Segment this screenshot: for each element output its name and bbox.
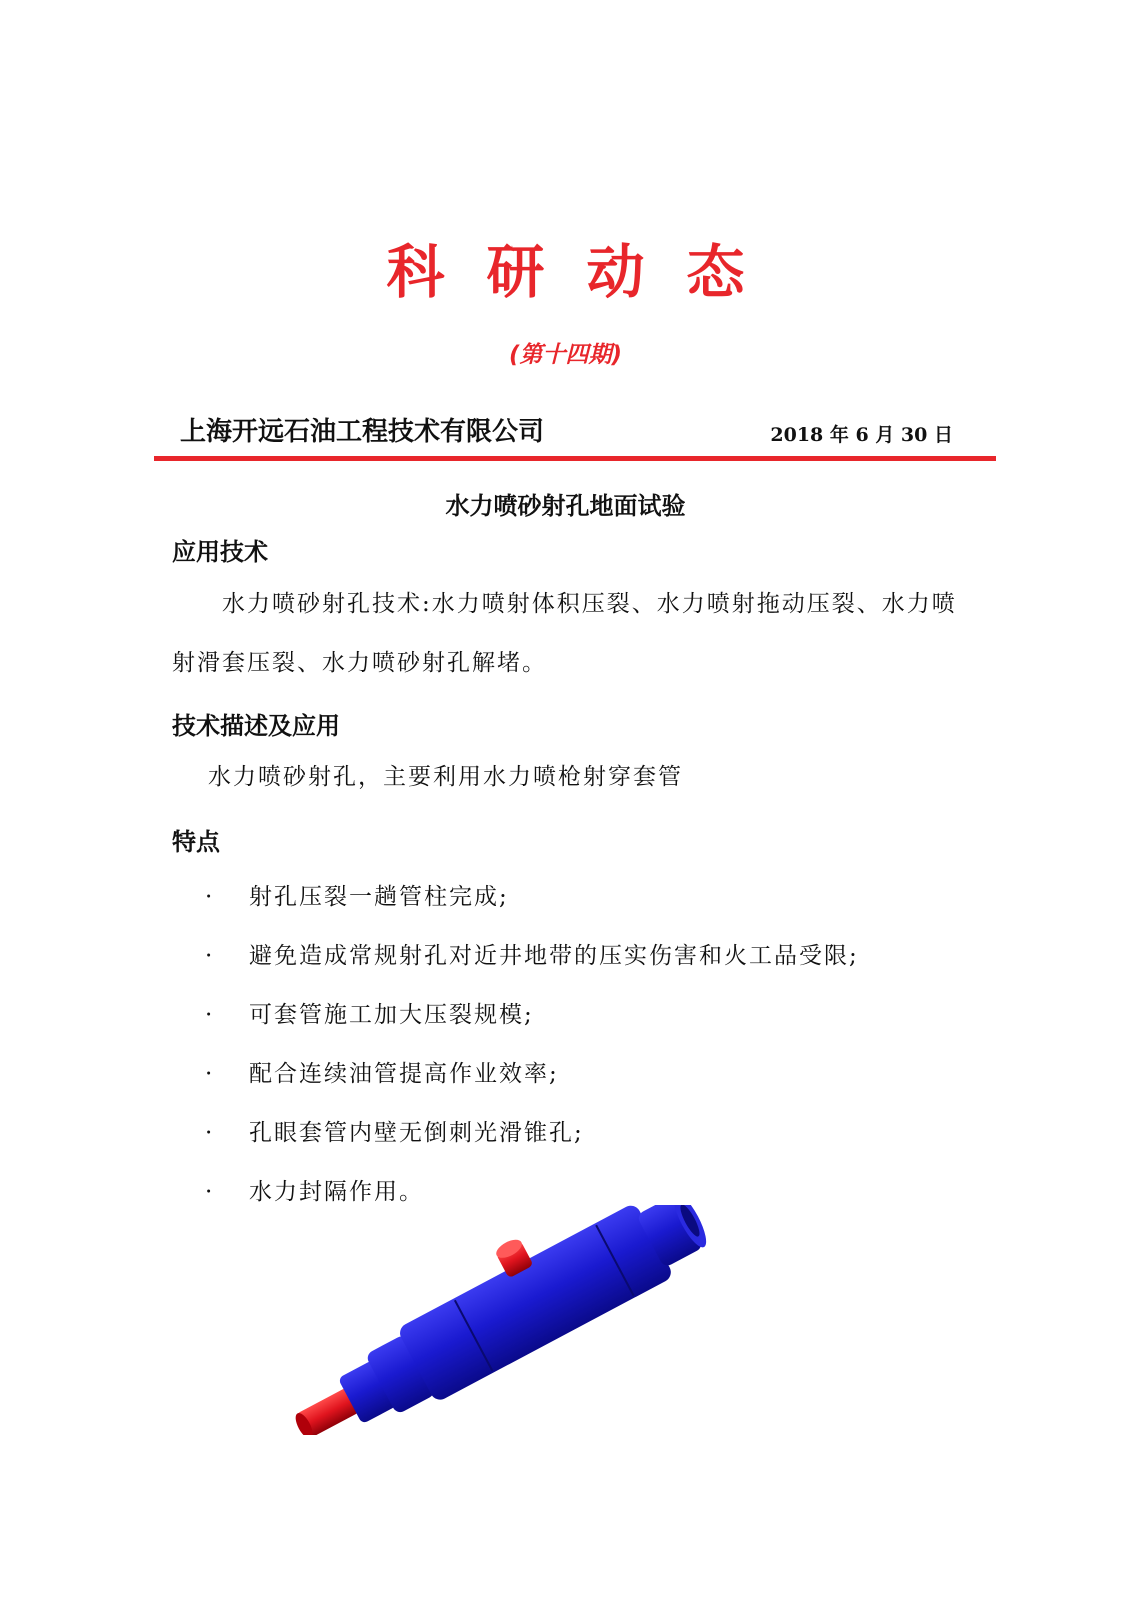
tool-main-body bbox=[397, 1205, 675, 1403]
masthead-title: 科研动态 bbox=[386, 238, 787, 306]
bullet-icon: · bbox=[205, 1179, 215, 1205]
section-heading-application: 应用技术 bbox=[172, 538, 268, 566]
bullet-icon: · bbox=[205, 884, 215, 910]
issue-number: (第十四期) bbox=[508, 342, 623, 368]
section-heading-description: 技术描述及应用 bbox=[172, 712, 340, 740]
section-body-description: 水力喷砂射孔，主要利用水力喷枪射穿套管 bbox=[208, 764, 683, 790]
bullet-icon: · bbox=[205, 1061, 215, 1087]
header-divider bbox=[154, 456, 996, 461]
application-text: 水力喷砂射孔技术:水力喷射体积压裂、水力喷射拖动压裂、水力喷射滑套压裂、水力喷砂射孔解堵。 bbox=[172, 591, 957, 676]
section-heading-features: 特点 bbox=[172, 828, 220, 856]
company-name: 上海开远石油工程技术有限公司 bbox=[180, 417, 545, 447]
article-title: 水力喷砂射孔地面试验 bbox=[445, 492, 686, 520]
jet-perforation-tool-illustration bbox=[270, 1205, 740, 1435]
bullet-icon: · bbox=[205, 1120, 215, 1146]
publish-date: 2018 年 6 月 30 日 bbox=[770, 424, 953, 446]
bullet-icon: · bbox=[205, 943, 215, 969]
section-body-application bbox=[172, 575, 962, 693]
bullet-icon: · bbox=[205, 1002, 215, 1028]
